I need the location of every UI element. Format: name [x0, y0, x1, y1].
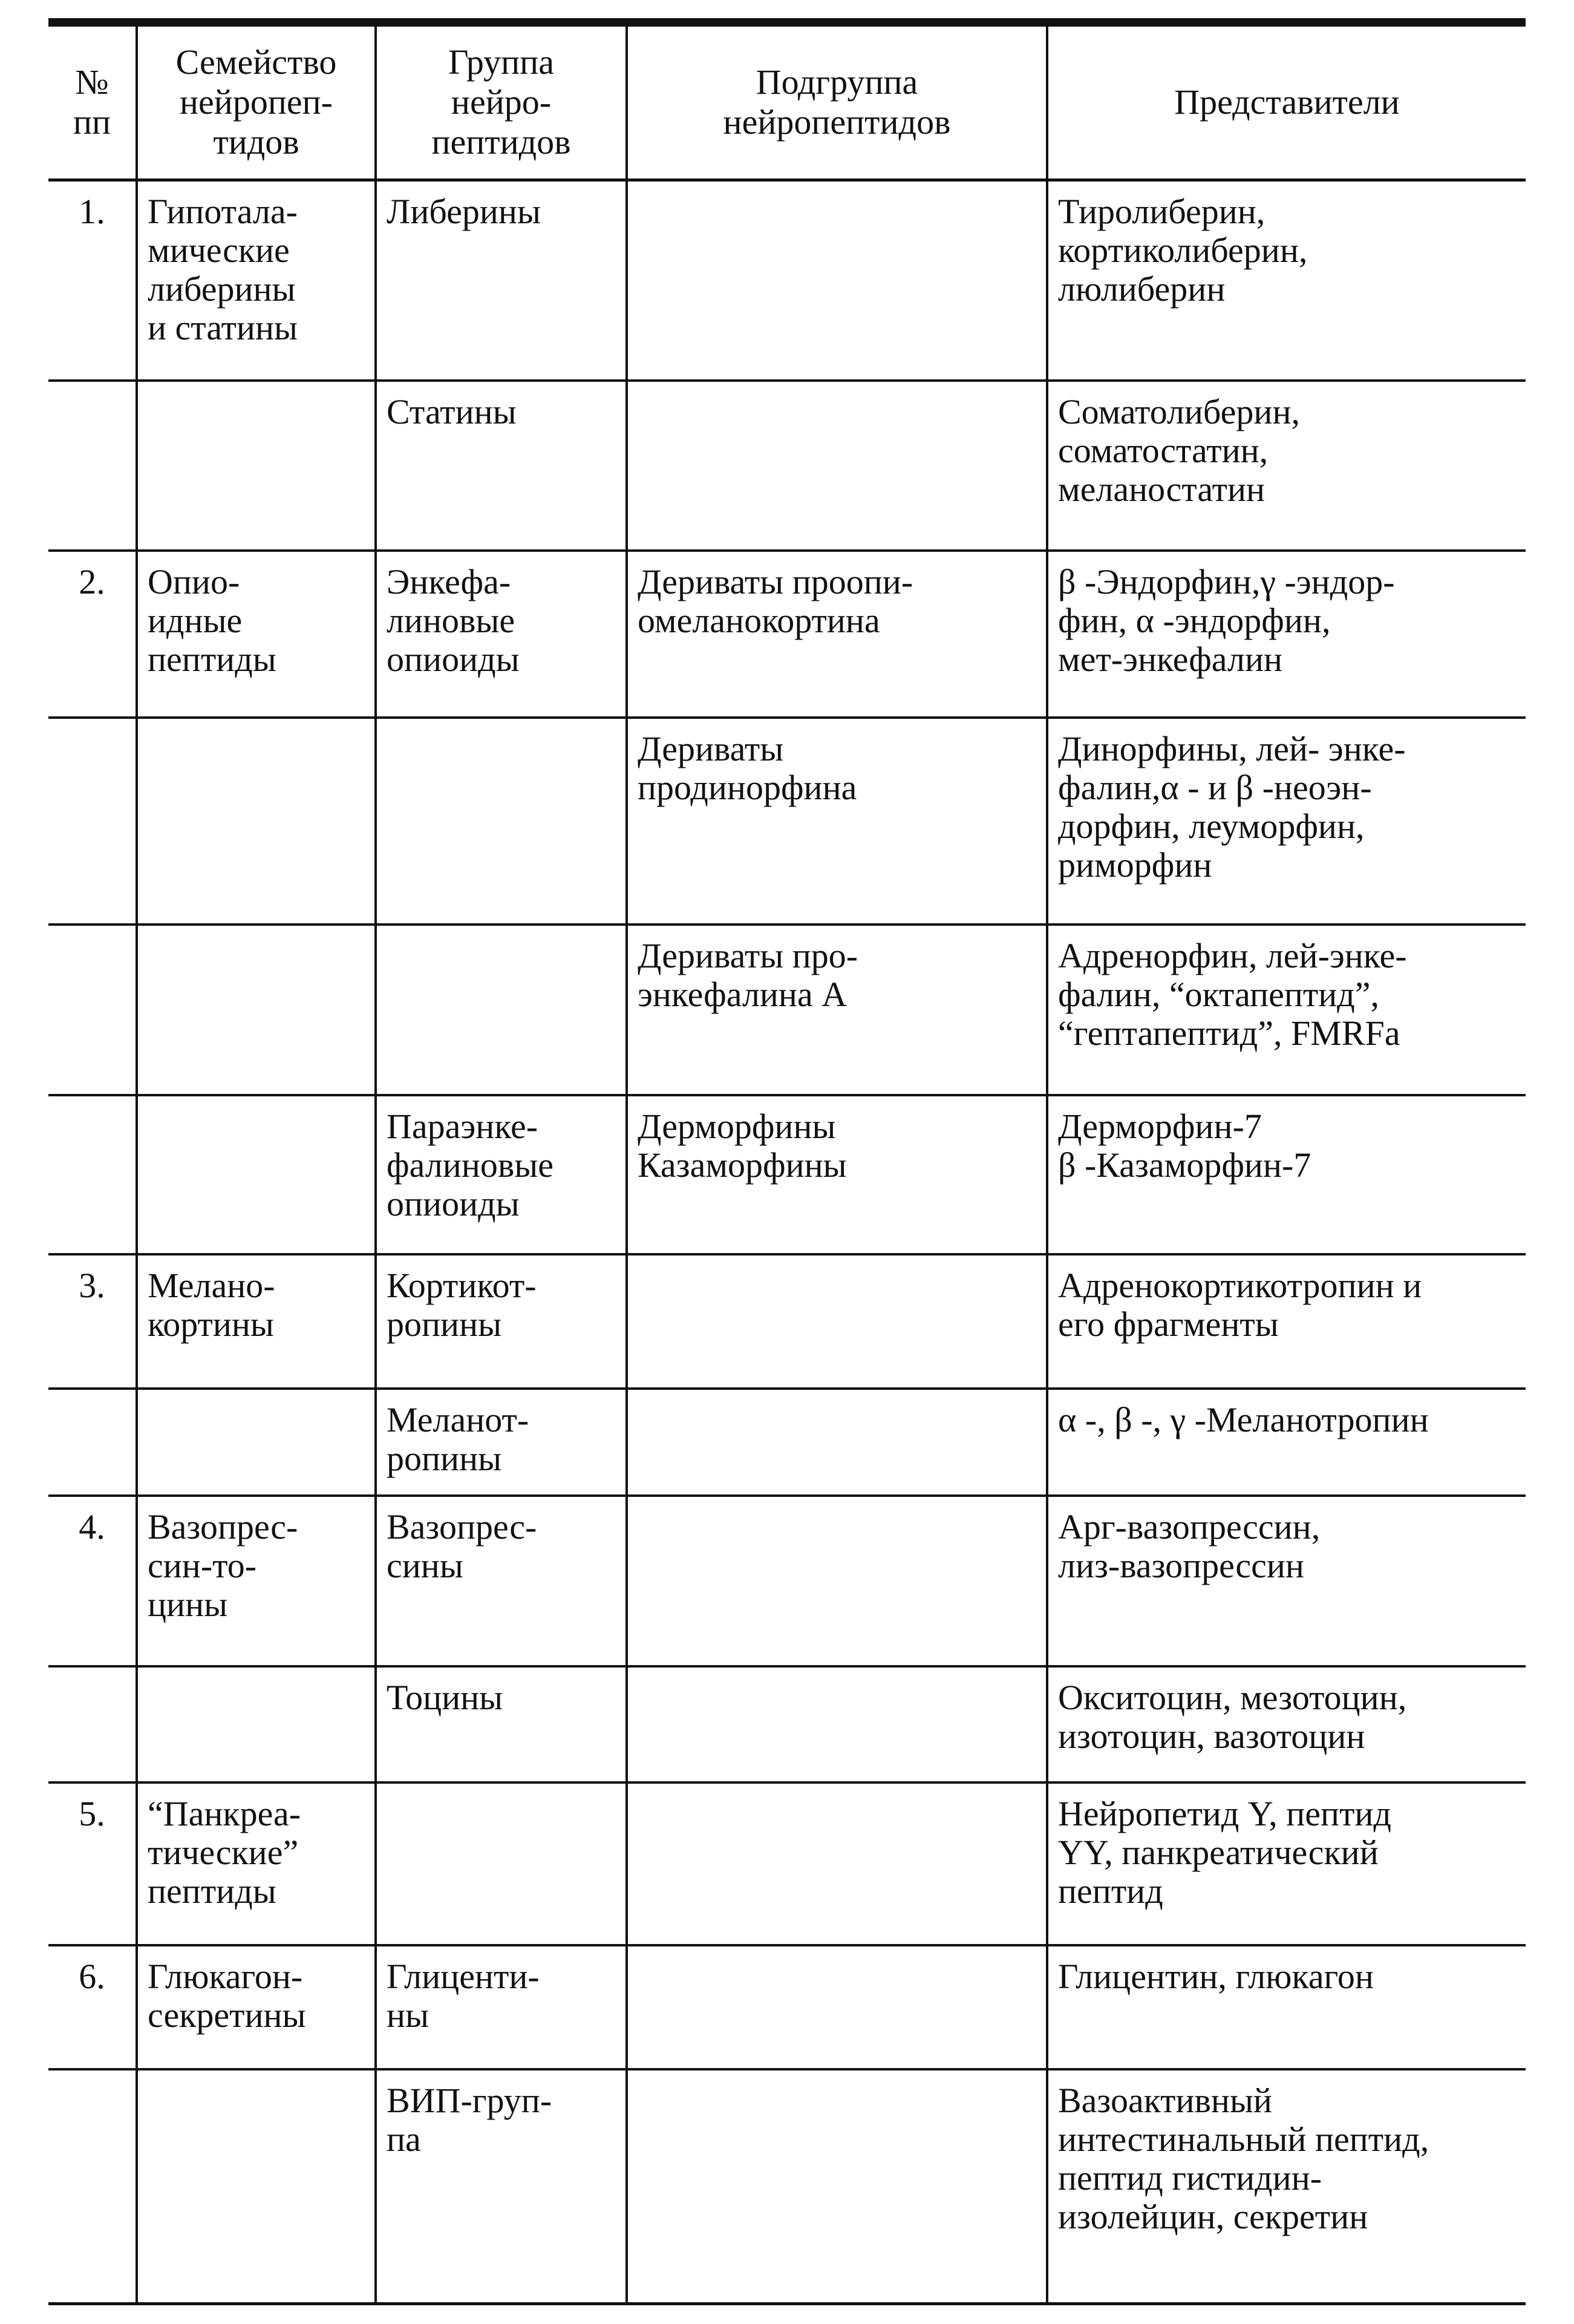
cell-number [48, 1095, 137, 1254]
neuropeptide-table [48, 18, 1526, 2305]
header-number: № пп [48, 22, 137, 180]
cell-subgroup [627, 1496, 1047, 1666]
cell-number [48, 1389, 137, 1496]
cell-group: Вазопрес- сины [376, 1496, 627, 1666]
header-representatives: Представители [1047, 22, 1526, 180]
cell-subgroup [627, 1389, 1047, 1496]
cell-representatives: Глицентин, глюкагон [1047, 1945, 1526, 2069]
cell-representatives: β -Эндорфин,γ -эндор- фин, α -эндорфин, мет-энкефалин [1047, 551, 1526, 717]
table-row [48, 925, 1526, 1095]
cell-family [137, 1095, 376, 1254]
cell-number [48, 718, 137, 925]
cell-number: 5. [48, 1782, 137, 1945]
table-row [48, 718, 1526, 925]
cell-family: Глюкагон- секретины [137, 1945, 376, 2069]
cell-family [137, 718, 376, 925]
cell-subgroup: Дерморфины Казаморфины [627, 1095, 1047, 1254]
table-row [48, 180, 1526, 381]
cell-number: 4. [48, 1496, 137, 1666]
header-group: Группа нейро- пептидов [376, 22, 627, 180]
cell-family [137, 1389, 376, 1496]
table-row [48, 1782, 1526, 1945]
cell-group [376, 718, 627, 925]
table-row [48, 1496, 1526, 1666]
cell-representatives: Адренокортикотропин и его фрагменты [1047, 1254, 1526, 1389]
cell-subgroup [627, 180, 1047, 381]
cell-subgroup: Дериваты продинорфина [627, 718, 1047, 925]
cell-representatives: Адренорфин, лей-энке- фалин, “октапептид”, “гептапептид”, FMRFa [1047, 925, 1526, 1095]
table-row [48, 1095, 1526, 1254]
cell-group: Глиценти- ны [376, 1945, 627, 2069]
table-row [48, 2069, 1526, 2303]
table-header-row [48, 22, 1526, 180]
cell-group: Статины [376, 381, 627, 551]
table-row [48, 551, 1526, 717]
cell-subgroup [627, 1666, 1047, 1782]
table-row [48, 381, 1526, 551]
cell-family: Опио- идные пептиды [137, 551, 376, 717]
cell-subgroup [627, 1782, 1047, 1945]
table-row [48, 1389, 1526, 1496]
cell-family [137, 381, 376, 551]
cell-group: ВИП-груп- па [376, 2069, 627, 2303]
cell-representatives: Вазоактивный интестинальный пептид, пептид гистидин- изолейцин, секретин [1047, 2069, 1526, 2303]
header-subgroup: Подгруппа нейропептидов [627, 22, 1047, 180]
cell-number [48, 925, 137, 1095]
cell-family: Вазопрес- син-то- цины [137, 1496, 376, 1666]
cell-subgroup [627, 2069, 1047, 2303]
cell-representatives: Дерморфин-7 β -Казаморфин-7 [1047, 1095, 1526, 1254]
cell-number: 6. [48, 1945, 137, 2069]
cell-group: Меланот- ропины [376, 1389, 627, 1496]
cell-group [376, 1782, 627, 1945]
cell-family [137, 925, 376, 1095]
cell-representatives: α -, β -, γ -Меланотропин [1047, 1389, 1526, 1496]
cell-family: Мелано- кортины [137, 1254, 376, 1389]
header-family: Семейство нейропеп- тидов [137, 22, 376, 180]
table-row [48, 1945, 1526, 2069]
cell-group: Параэнке- фалиновые опиоиды [376, 1095, 627, 1254]
cell-family: Гипотала- мические либерины и статины [137, 180, 376, 381]
cell-number: 3. [48, 1254, 137, 1389]
cell-subgroup [627, 381, 1047, 551]
cell-representatives: Арг-вазопрессин, лиз-вазопрессин [1047, 1496, 1526, 1666]
cell-group: Либерины [376, 180, 627, 381]
table-row [48, 1254, 1526, 1389]
cell-family: “Панкреа- тические” пептиды [137, 1782, 376, 1945]
cell-representatives: Нейропетид Y, пептид YY, панкреатический пептид [1047, 1782, 1526, 1945]
cell-representatives: Динорфины, лей- энке- фалин,α - и β -неоэн- дорфин, леуморфин, риморфин [1047, 718, 1526, 925]
cell-number [48, 1666, 137, 1782]
cell-subgroup [627, 1254, 1047, 1389]
cell-representatives: Соматолиберин, соматостатин, меланостатин [1047, 381, 1526, 551]
cell-number: 2. [48, 551, 137, 717]
cell-representatives: Окситоцин, мезотоцин, изотоцин, вазотоцин [1047, 1666, 1526, 1782]
cell-group: Тоцины [376, 1666, 627, 1782]
cell-subgroup: Дериваты проопи- омеланокортина [627, 551, 1047, 717]
cell-group: Кортикот- ропины [376, 1254, 627, 1389]
cell-representatives: Тиролиберин, кортиколиберин, люлиберин [1047, 180, 1526, 381]
cell-family [137, 1666, 376, 1782]
cell-subgroup [627, 1945, 1047, 2069]
cell-family [137, 2069, 376, 2303]
cell-number [48, 381, 137, 551]
cell-number [48, 2069, 137, 2303]
cell-number: 1. [48, 180, 137, 381]
cell-group [376, 925, 627, 1095]
cell-group: Энкефа- линовые опиоиды [376, 551, 627, 717]
document-page [48, 18, 1526, 2305]
table-row [48, 1666, 1526, 1782]
cell-subgroup: Дериваты про- энкефалина А [627, 925, 1047, 1095]
